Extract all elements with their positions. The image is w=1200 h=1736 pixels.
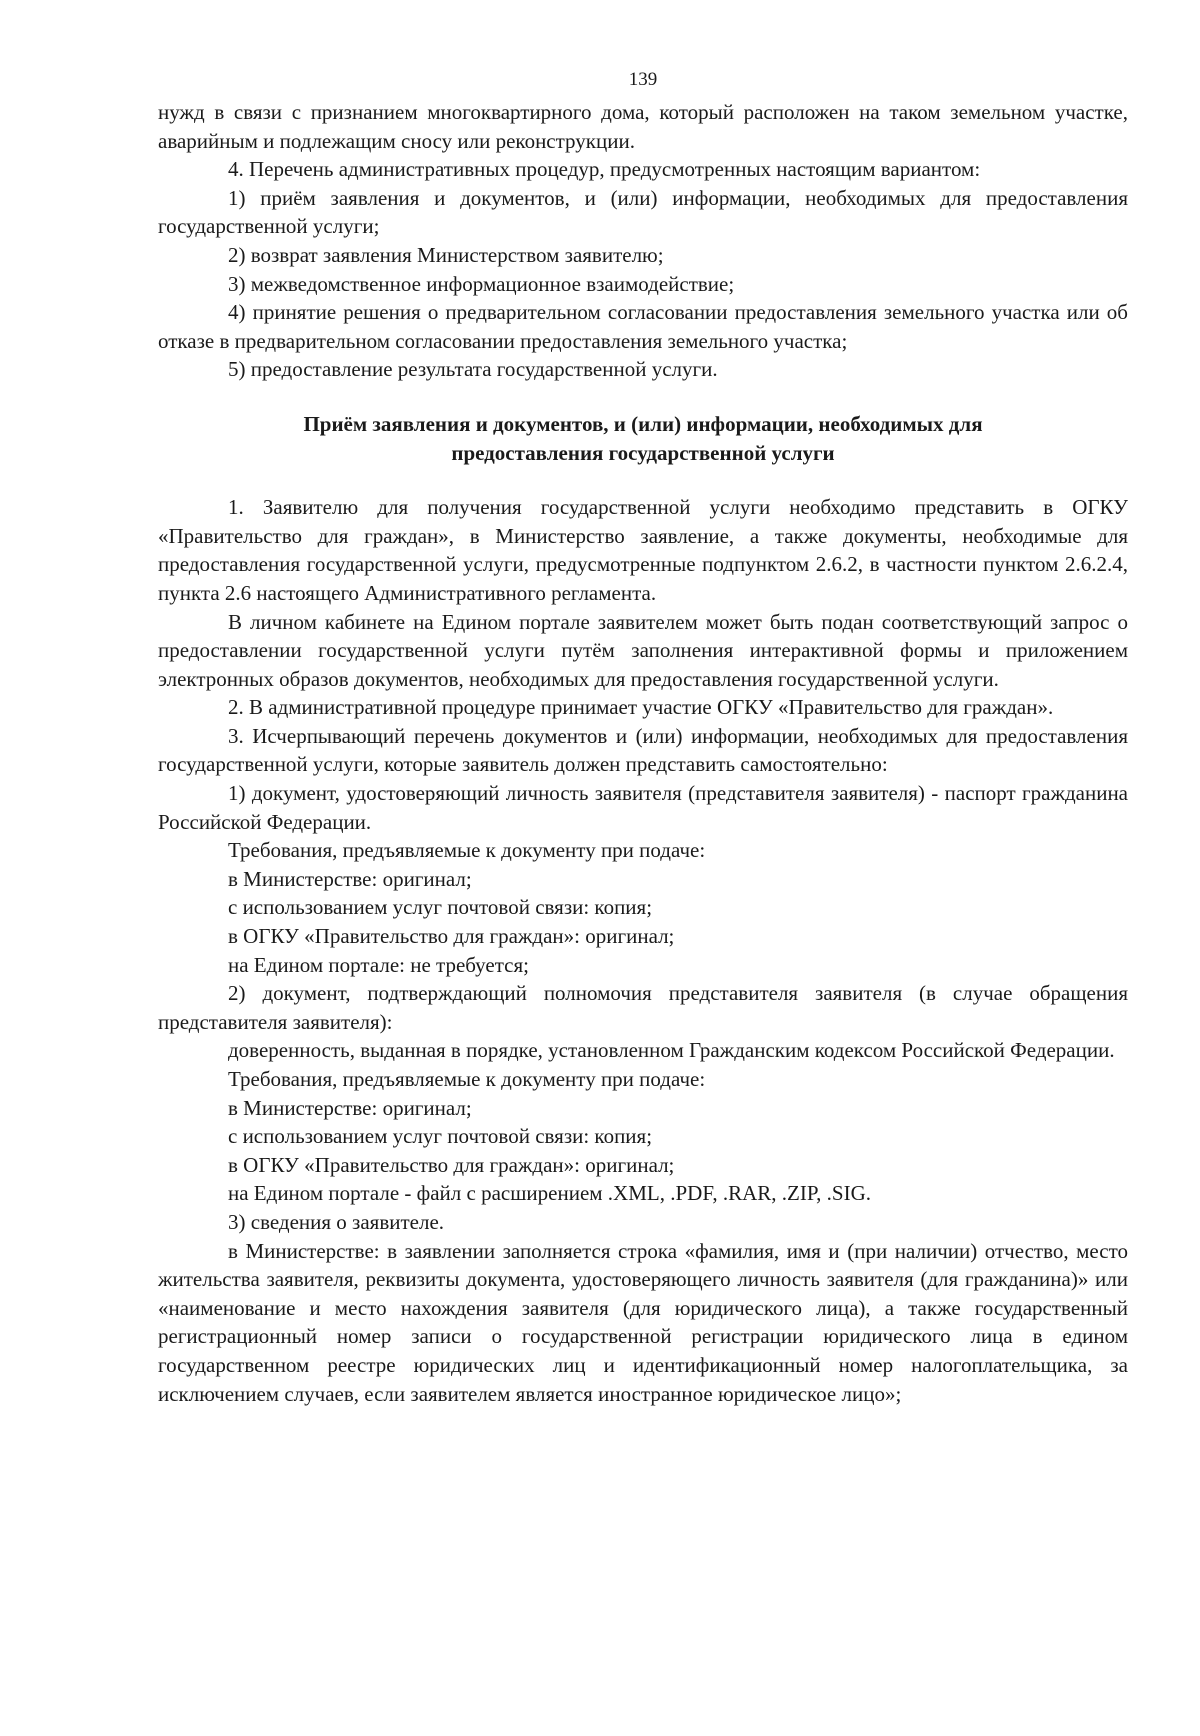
paragraph: в Министерстве: в заявлении заполняется строка «фамилия, имя и (при наличии) отчество, место жительства заявителя, реквизиты документа, удостоверяющего личность заявителя (для гражданина)» или «наименование и место нахождения заявителя (для юридического лица), а также государственный регистрационный номер записи о государственной регистрации юридического лица в едином государственном реестре юридических лиц и идентификационный номер налогоплательщика, за исключением случаев, если заявителем является иностранное юридическое лицо»; (158, 1238, 1128, 1406)
list-item: 4) принятие решения о предварительном согласовании предоставления земельного участка или об отказе в предварительном согласовании предоставления земельного участка; (158, 300, 1128, 353)
list-item: 2) возврат заявления Министерством заявителю; (228, 242, 664, 267)
list-item: с использованием услуг почтовой связи: копия; (228, 895, 653, 920)
list-item: 3) межведомственное информационное взаимодействие; (228, 271, 735, 296)
list-item: в ОГКУ «Правительство для граждан»: оригинал; (228, 924, 675, 949)
list-item: на Едином портале - файл с расширением .XML, .PDF, .RAR, .ZIP, .SIG. (228, 1181, 872, 1206)
paragraph: Требования, предъявляемые к документу при подаче: (228, 838, 706, 863)
list-item: 5) предоставление результата государственной услуги. (228, 357, 718, 382)
paragraph: 1. Заявителю для получения государственной услуги необходимо представить в ОГКУ «Правительство для граждан», в Министерство заявление, а также документы, необходимые для предоставления государственной услуги, предусмотренные подпунктом 2.6.2, в частности пунктом 2.6.2.4, пункта 2.6 настоящего Административного регламента. (158, 495, 1128, 605)
list-item: с использованием услуг почтовой связи: копия; (228, 1124, 653, 1149)
paragraph: нужд в связи с признанием многоквартирного дома, который расположен на таком земельном участке, аварийным и подлежащим сносу или реконструкции. (158, 100, 1128, 153)
paragraph: 3. Исчерпывающий перечень документов и (или) информации, необходимых для предоставления государственной услуги, которые заявитель должен представить самостоятельно: (158, 723, 1128, 777)
section-heading-line: Приём заявления и документов, и (или) информации, необходимых для (303, 411, 983, 436)
paragraph: 4. Перечень административных процедур, предусмотренных настоящим вариантом: (228, 157, 981, 182)
paragraph: В личном кабинете на Едином портале заявителем может быть подан соответствующий запрос о предоставлении государственной услуги путём заполнения интерактивной формы и приложением электронных образов документов, необходимых для предоставления государственной услуги. (158, 609, 1128, 691)
paragraph: Требования, предъявляемые к документу при подаче: (228, 1067, 706, 1091)
list-item: на Едином портале: не требуется; (228, 952, 529, 977)
list-item: 1) документ, удостоверяющий личность заявителя (представителя заявителя) - паспорт гражданина Российской Федерации. (158, 781, 1128, 834)
section-heading (158, 410, 1128, 467)
paragraph: доверенность, выданная в порядке, установленном Гражданским кодексом Российской Федерации. (228, 1038, 1115, 1063)
list-item: 2) документ, подтверждающий полномочия представителя заявителя (в случае обращения представителя заявителя): (158, 981, 1128, 1034)
list-item: 1) приём заявления и документов, и (или) информации, необходимых для предоставления государственной услуги; (158, 185, 1128, 239)
list-item: в Министерстве: оригинал; (228, 1095, 472, 1120)
page-number: 139 (628, 69, 658, 90)
section-heading-line: предоставления государственной услуги (451, 440, 835, 465)
paragraph: 2. В административной процедуре принимает участие ОГКУ «Правительство для граждан». (228, 695, 1054, 720)
list-item: в Министерстве: оригинал; (228, 866, 472, 891)
list-item: в ОГКУ «Правительство для граждан»: оригинал; (228, 1152, 675, 1177)
document-page (158, 68, 1128, 1408)
list-item: 3) сведения о заявителе. (228, 1209, 445, 1234)
